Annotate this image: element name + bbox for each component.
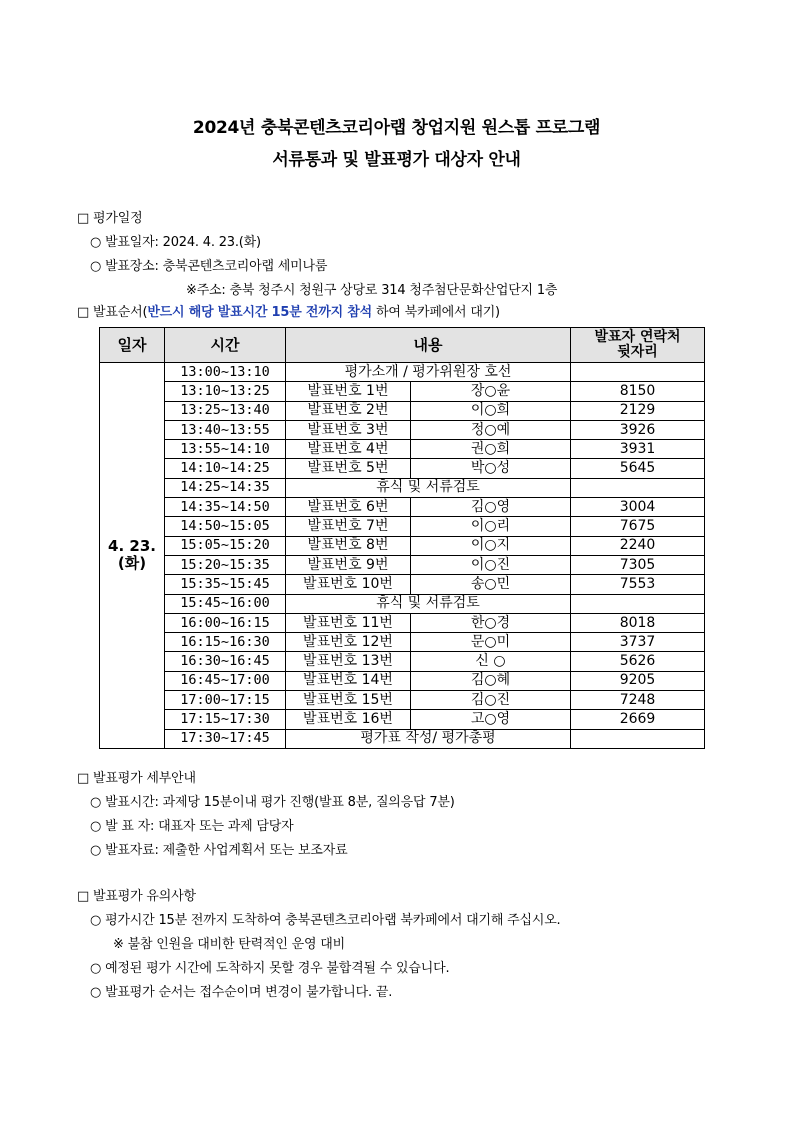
time-cell: 14:35~14:50 [165, 498, 286, 517]
contact-cell: 7248 [571, 691, 705, 710]
presenter-name-cell: 신 ○ [411, 652, 571, 671]
time-cell: 13:25~13:40 [165, 401, 286, 420]
notice-note: ※ 불참 인원을 대비한 탄력적인 운영 대비 [113, 937, 346, 952]
detail-heading: □ 발표평가 세부안내 [77, 771, 196, 786]
contact-cell: 7305 [571, 555, 705, 574]
contact-cell: 3926 [571, 420, 705, 439]
presentation-number-cell: 발표번호 6번 [286, 498, 411, 517]
contact-cell [571, 363, 705, 382]
presenter-name-cell: 김○진 [411, 691, 571, 710]
time-cell: 13:55~14:10 [165, 440, 286, 459]
order-prefix: □ 발표순서( [77, 305, 148, 320]
document-title-line2: 서류통과 및 발표평가 대상자 안내 [272, 150, 521, 170]
time-cell: 14:10~14:25 [165, 459, 286, 478]
time-cell: 15:35~15:45 [165, 575, 286, 594]
presentation-number-cell: 발표번호 8번 [286, 536, 411, 555]
time-cell: 13:00~13:10 [165, 363, 286, 382]
time-cell: 15:05~15:20 [165, 536, 286, 555]
presentation-number-cell: 발표번호 15번 [286, 691, 411, 710]
notice-item: ○ 평가시간 15분 전까지 도착하여 충북콘텐츠코리아랩 북카페에서 대기해 주십시오. [90, 913, 561, 928]
presentation-order-line [77, 301, 500, 320]
presentation-number-cell: 발표번호 12번 [286, 633, 411, 652]
presenter-name-cell: 한○경 [411, 613, 571, 632]
time-cell: 14:25~14:35 [165, 478, 286, 497]
presenter-name-cell: 장○윤 [411, 382, 571, 401]
time-cell: 13:10~13:25 [165, 382, 286, 401]
presentation-number-cell: 발표번호 11번 [286, 613, 411, 632]
time-cell: 15:20~15:35 [165, 555, 286, 574]
detail-item: ○ 발 표 자: 대표자 또는 과제 담당자 [90, 819, 294, 834]
table-row [100, 459, 705, 478]
time-cell: 16:15~16:30 [165, 633, 286, 652]
table-row [100, 363, 705, 382]
table-row [100, 382, 705, 401]
contact-cell: 5645 [571, 459, 705, 478]
table-row [100, 710, 705, 729]
table-row [100, 420, 705, 439]
notice-item: ○ 예정된 평가 시간에 도착하지 못할 경우 불합격될 수 있습니다. [90, 961, 450, 976]
presentation-number-cell: 발표번호 16번 [286, 710, 411, 729]
time-cell: 14:50~15:05 [165, 517, 286, 536]
time-cell: 15:45~16:00 [165, 594, 286, 613]
order-emphasis: 반드시 해당 발표시간 15분 전까지 참석 [147, 305, 373, 320]
presenter-name-cell: 박○성 [411, 459, 571, 478]
time-cell: 17:15~17:30 [165, 710, 286, 729]
table-row [100, 498, 705, 517]
header-time: 시간 [165, 328, 286, 363]
date-cell [100, 363, 165, 749]
header-contact-line2: 뒷자리 [617, 344, 658, 360]
time-cell: 16:30~16:45 [165, 652, 286, 671]
table-body [100, 363, 705, 749]
presentation-number-cell: 발표번호 13번 [286, 652, 411, 671]
notice-item: ○ 발표평가 순서는 접수순이며 변경이 불가합니다. 끝. [90, 985, 393, 1000]
contact-cell: 8018 [571, 613, 705, 632]
table-row [100, 729, 705, 748]
table-row [100, 652, 705, 671]
presenter-name-cell: 이○지 [411, 536, 571, 555]
presentation-number-cell: 발표번호 2번 [286, 401, 411, 420]
table-row [100, 613, 705, 632]
table-row [100, 440, 705, 459]
table-row [100, 575, 705, 594]
table-row [100, 594, 705, 613]
table-row [100, 517, 705, 536]
presentation-number-cell: 발표번호 5번 [286, 459, 411, 478]
presentation-place: ○ 발표장소: 충북콘텐츠코리아랩 세미나룸 [90, 259, 328, 274]
time-cell: 13:40~13:55 [165, 420, 286, 439]
contact-cell: 3004 [571, 498, 705, 517]
header-contact [571, 328, 705, 363]
presentation-number-cell: 발표번호 9번 [286, 555, 411, 574]
presentation-number-cell: 발표번호 1번 [286, 382, 411, 401]
detail-item: ○ 발표자료: 제출한 사업계획서 또는 보조자료 [90, 843, 348, 858]
schedule-heading: □ 평가일정 [77, 211, 143, 226]
time-cell: 16:00~16:15 [165, 613, 286, 632]
table-row [100, 401, 705, 420]
table-header-row [100, 328, 705, 363]
order-suffix: 하여 북카페에서 대기) [372, 305, 500, 320]
contact-cell: 2129 [571, 401, 705, 420]
contact-cell: 5626 [571, 652, 705, 671]
merged-content-cell: 평가표 작성/ 평가총평 [286, 729, 571, 748]
merged-content-cell: 휴식 및 서류검토 [286, 594, 571, 613]
date-line1: 4. 23. [108, 537, 156, 556]
notice-heading: □ 발표평가 유의사항 [77, 889, 196, 904]
presenter-name-cell: 고○영 [411, 710, 571, 729]
time-cell: 17:00~17:15 [165, 691, 286, 710]
presentation-number-cell: 발표번호 7번 [286, 517, 411, 536]
presenter-name-cell: 이○리 [411, 517, 571, 536]
time-cell: 17:30~17:45 [165, 729, 286, 748]
contact-cell: 7553 [571, 575, 705, 594]
presenter-name-cell: 김○영 [411, 498, 571, 517]
contact-cell: 3931 [571, 440, 705, 459]
header-date: 일자 [100, 328, 165, 363]
contact-cell: 7675 [571, 517, 705, 536]
contact-cell: 9205 [571, 671, 705, 690]
table-row [100, 691, 705, 710]
presentation-number-cell: 발표번호 10번 [286, 575, 411, 594]
contact-cell: 8150 [571, 382, 705, 401]
presenter-name-cell: 정○예 [411, 420, 571, 439]
header-contact-line1: 발표자 연락처 [594, 329, 681, 345]
contact-cell [571, 594, 705, 613]
table-row [100, 633, 705, 652]
merged-content-cell: 평가소개 / 평가위원장 호선 [286, 363, 571, 382]
presenter-name-cell: 김○혜 [411, 671, 571, 690]
presentation-number-cell: 발표번호 14번 [286, 671, 411, 690]
merged-content-cell: 휴식 및 서류검토 [286, 478, 571, 497]
presenter-name-cell: 권○희 [411, 440, 571, 459]
table-row [100, 478, 705, 497]
presenter-name-cell: 송○민 [411, 575, 571, 594]
contact-cell: 2669 [571, 710, 705, 729]
table-row [100, 555, 705, 574]
contact-cell [571, 478, 705, 497]
presentation-schedule-table [99, 327, 705, 749]
table-row [100, 536, 705, 555]
contact-cell: 3737 [571, 633, 705, 652]
document-title-line1: 2024년 충북콘텐츠코리아랩 창업지원 원스톱 프로그램 [192, 118, 601, 138]
contact-cell: 2240 [571, 536, 705, 555]
presentation-number-cell: 발표번호 3번 [286, 420, 411, 439]
presenter-name-cell: 문○미 [411, 633, 571, 652]
header-content: 내용 [286, 328, 571, 363]
presenter-name-cell: 이○진 [411, 555, 571, 574]
detail-item: ○ 발표시간: 과제당 15분이내 평가 진행(발표 8분, 질의응답 7분) [90, 795, 455, 810]
presenter-name-cell: 이○희 [411, 401, 571, 420]
presentation-address: ※주소: 충북 청주시 청원구 상당로 314 청주첨단문화산업단지 1층 [186, 283, 558, 298]
table-row [100, 671, 705, 690]
time-cell: 16:45~17:00 [165, 671, 286, 690]
contact-cell [571, 729, 705, 748]
presentation-date: ○ 발표일자: 2024. 4. 23.(화) [90, 235, 261, 250]
presentation-number-cell: 발표번호 4번 [286, 440, 411, 459]
date-line2: (화) [117, 554, 147, 573]
